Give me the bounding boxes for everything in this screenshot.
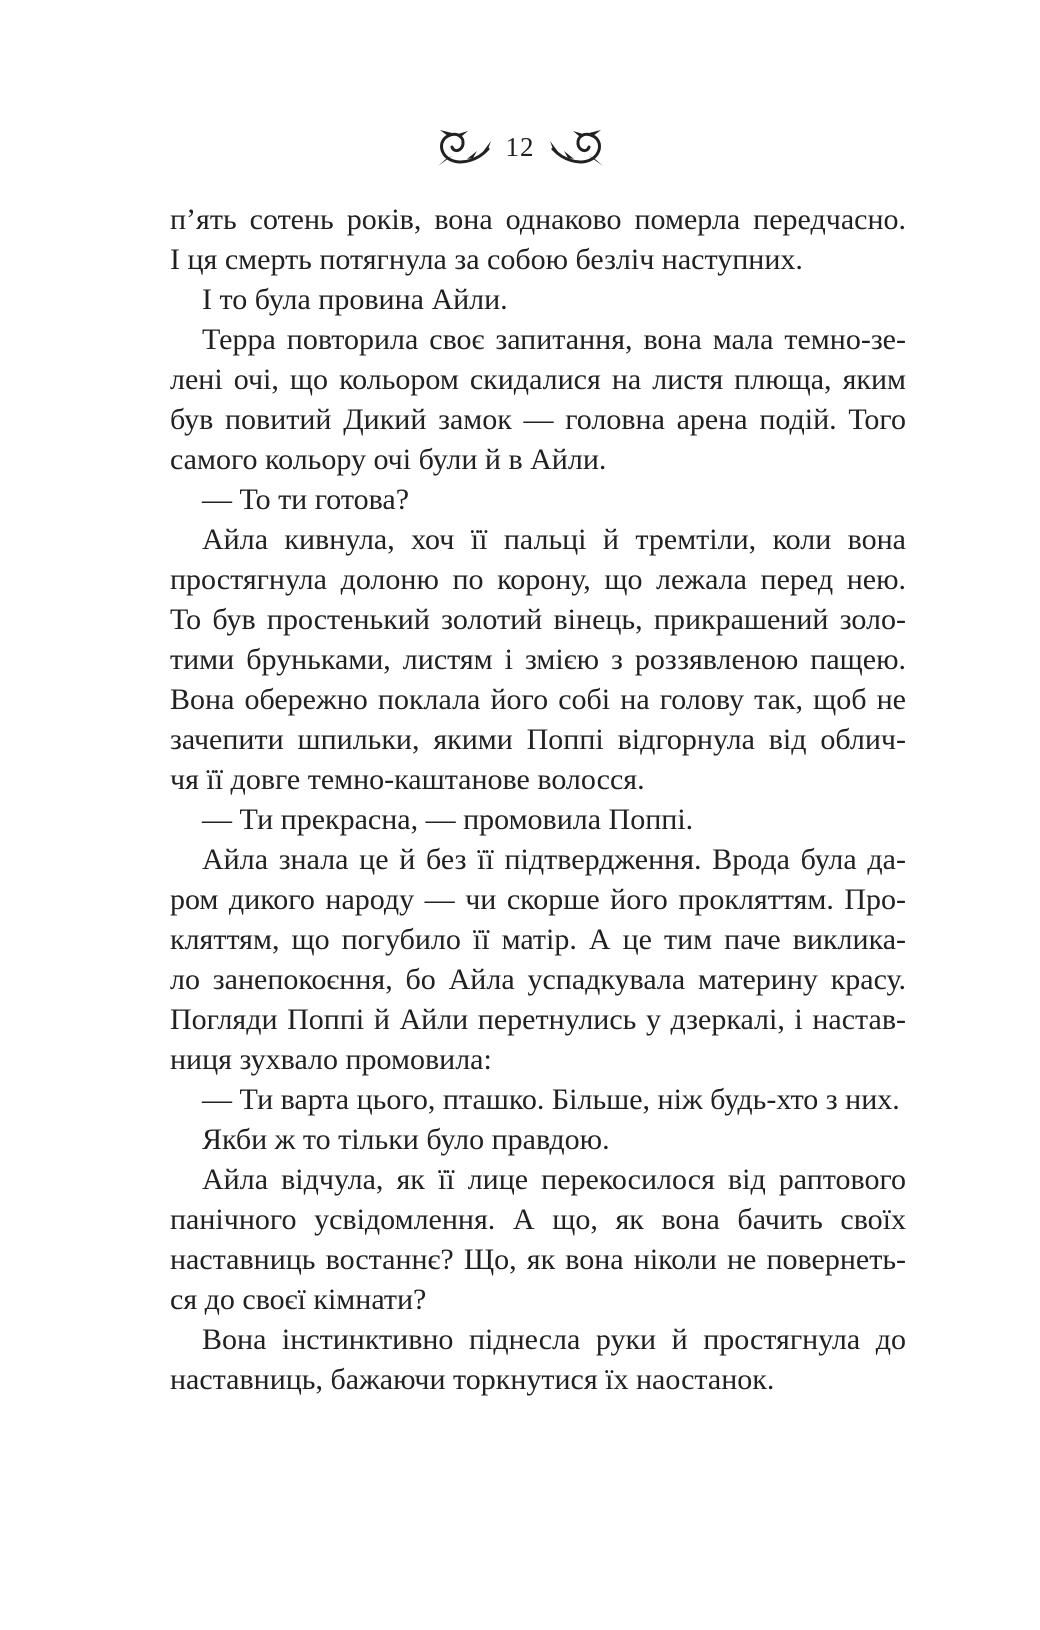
text-line: тими бруньками, листям і змією з роззявленою пащею. [170,643,906,676]
text-line: наставниць востаннє? Що, як вона ніколи не повернеть- [170,1243,906,1276]
paragraph [170,200,906,280]
text-line: І ця смерть потягнула за собою безліч наступних. [170,243,803,276]
text-line: І то була провина Айли. [202,283,508,316]
text-line: простягнула долоню по корону, що лежала перед нею. [170,563,906,596]
paragraph [170,1120,906,1160]
paragraph [170,1080,906,1120]
paragraph [170,840,906,1080]
text-line: Погляди Поппі й Айли перетнулись у дзеркалі, і настав- [170,1003,906,1036]
text-line: ся до своєї кімнати? [170,1283,427,1316]
text-line: кляттям, що погубило її матір. А це тим паче виклика- [170,923,906,956]
paragraph [170,1160,906,1320]
text-line: наставниць, бажаючи торкнутися їх наостанок. [170,1363,775,1396]
page-header [0,124,1040,172]
paragraph [170,480,906,520]
text-line: Айла кивнула, хоч її пальці й тремтіли, коли вона [202,523,906,556]
paragraph [170,320,906,480]
paragraph [170,520,906,800]
thorn-flourish-right-icon [550,126,610,170]
thorn-flourish-left-icon [431,126,491,170]
text-line: самого кольору очі були й в Айли. [170,443,607,476]
text-line: Айла знала це й без її підтвердження. Врода була да- [202,843,906,876]
text-line: ниця зухвало промовила: [170,1043,492,1076]
text-line: панічного усвідомлення. А що, як вона бачить своїх [170,1203,906,1236]
text-line: — Ти прекрасна, — промовила Поппі. [202,803,694,836]
text-line: Вона інстинктивно піднесла руки й простягнула до [202,1323,906,1356]
page-number: 12 [505,131,535,162]
text-line: ром дикого народу — чи скорше його прокляттям. Про- [170,883,906,916]
text-line: То був простенький золотий вінець, прикрашений золо- [170,603,906,636]
text-line: Терра повторила своє запитання, вона мала темно-зе- [202,323,906,356]
text-line: — То ти готова? [202,483,410,516]
text-line: зачепити шпильки, якими Поппі відгорнула від облич- [170,723,906,756]
text-line: чя її довге темно-каштанове волосся. [170,763,645,796]
text-line: Якби ж то тільки було правдою. [202,1123,610,1156]
text-line: лені очі, що кольором скидалися на листя плюща, яким [170,363,906,396]
text-line: — Ти варта цього, пташко. Більше, ніж будь-хто з них. [202,1083,900,1116]
text-line: Вона обережно поклала його собі на голову так, щоб не [170,683,906,716]
text-line: Айла відчула, як її лице перекосилося від раптового [202,1163,906,1196]
page-text [170,200,906,1400]
paragraph [170,800,906,840]
paragraph [170,1320,906,1400]
text-line: був повитий Дикий замок — головна арена подій. Того [170,403,906,436]
text-line: ло занепокоєння, бо Айла успадкувала материну красу. [170,963,906,996]
paragraph [170,280,906,320]
text-line: п’ять сотень років, вона однаково померла передчасно. [170,203,906,236]
